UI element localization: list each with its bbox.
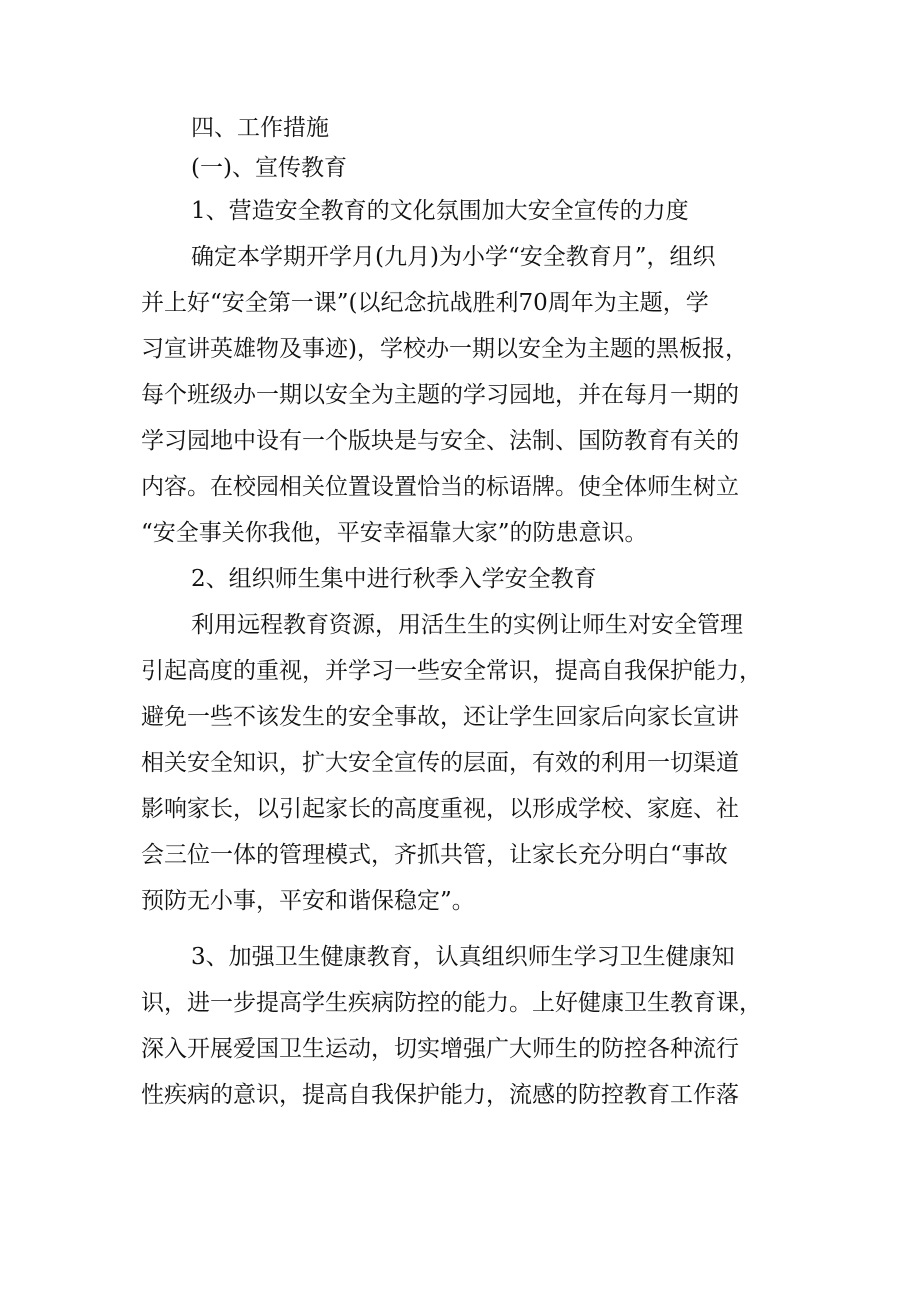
item-1-line: 习宣讲英雄物及事迹)，学校办一期以安全为主题的黑板报， — [141, 336, 748, 362]
item-1-title-paragraph — [141, 188, 781, 234]
item-1-body-paragraph — [141, 234, 781, 556]
item-2-title-paragraph — [141, 556, 781, 602]
document-body — [141, 108, 781, 1118]
item-1-line: 内容。在校园相关位置设置恰当的标语牌。使全体师生树立 — [141, 474, 739, 500]
item-2-line: 相关安全知识，扩大安全宣传的层面，有效的利用一切渠道 — [141, 750, 739, 776]
item-2-title: 2、组织师生集中进行秋季入学安全教育 — [191, 566, 597, 592]
item-2-line: 避免一些不该发生的安全事故，还让学生回家后向家长宣讲 — [141, 704, 739, 730]
subsection-heading-publicity: (一)、宣传教育 — [191, 155, 347, 181]
item-1-line: 学习园地中设有一个版块是与安全、法制、国防教育有关的 — [141, 428, 739, 454]
section-heading-measures: 四、工作措施 — [191, 115, 329, 141]
item-1-title: 1、营造安全教育的文化氛围加大安全宣传的力度 — [191, 198, 689, 224]
item-1-line: 并上好“安全第一课”(以纪念抗战胜利70周年为主题，学 — [141, 290, 709, 316]
item-3-line: 深入开展爱国卫生运动，切实增强广大师生的防控各种流行 — [141, 1036, 739, 1062]
item-1-line: “安全事关你我他，平安幸福靠大家”的防患意识。 — [141, 520, 648, 546]
item-1-line: 确定本学期开学月(九月)为小学“安全教育月”，组织 — [191, 244, 716, 270]
item-3-line: 性疾病的意识，提高自我保护能力，流感的防控教育工作落 — [141, 1082, 739, 1108]
item-2-line: 会三位一体的管理模式，齐抓共管，让家长充分明白“事故 — [141, 842, 728, 868]
item-1-line: 每个班级办一期以安全为主题的学习园地，并在每月一期的 — [141, 382, 739, 408]
item-2-body-paragraph — [141, 602, 781, 924]
item-3-body-paragraph — [141, 934, 781, 1118]
item-2-line: 影响家长，以引起家长的高度重视，以形成学校、家庭、社 — [141, 796, 739, 822]
item-2-line: 预防无小事，平安和谐保稳定”。 — [141, 888, 475, 914]
item-2-line: 利用远程教育资源，用活生生的实例让师生对安全管理 — [191, 612, 743, 638]
item-3-line: 识，进一步提高学生疾病防控的能力。上好健康卫生教育课， — [141, 990, 762, 1016]
item-3-line: 3、加强卫生健康教育，认真组织师生学习卫生健康知 — [191, 944, 735, 970]
item-2-line: 引起高度的重视，并学习一些安全常识，提高自我保护能力， — [141, 658, 762, 684]
